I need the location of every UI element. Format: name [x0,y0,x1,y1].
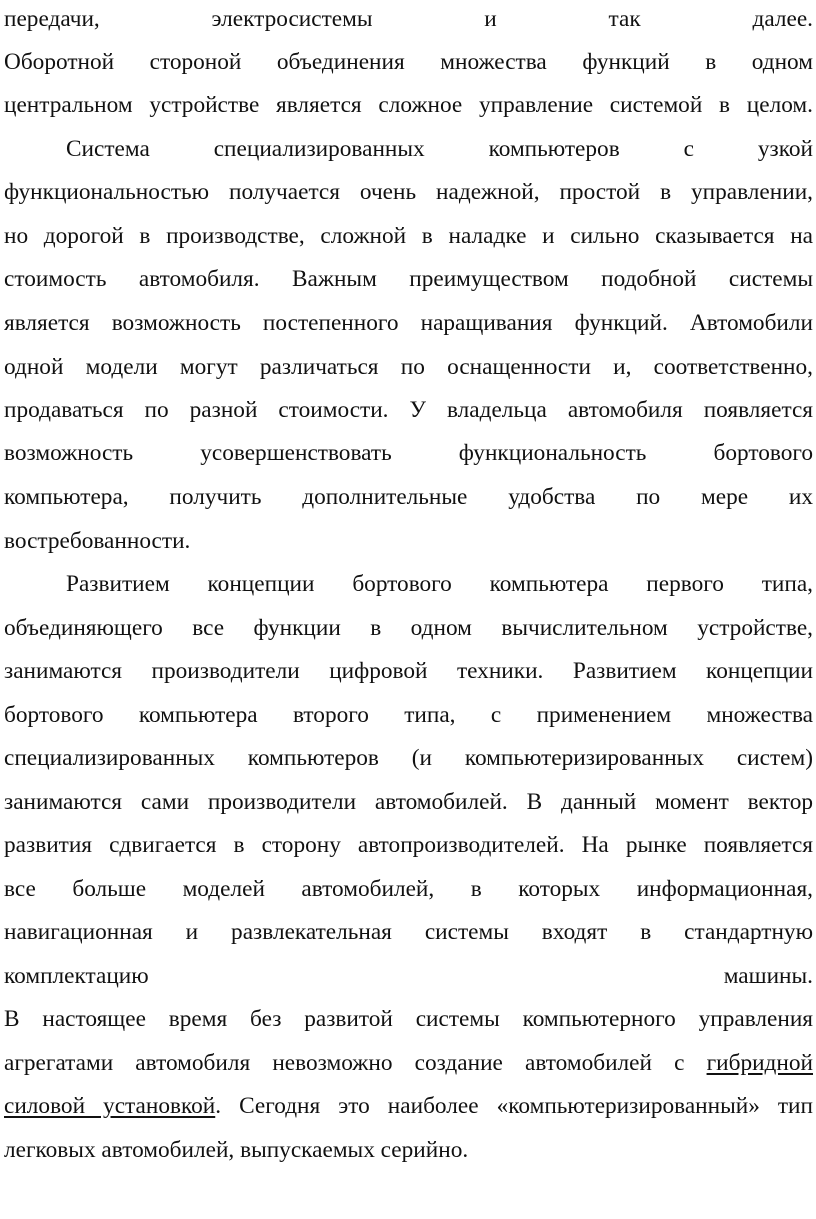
text-line-8: является возможность постепенного наращивания функций. Автомобили [4,310,813,336]
text-line-22: навигационная и развлекательная системы входят в стандартную [4,919,813,945]
text-line-17: бортового компьютера второго типа, с применением множества [4,702,813,728]
text-line-16: занимаются производители цифровой техники. Развитием концепции [4,658,813,684]
text-line-24: В настоящее время без развитой системы компьютерного управления [4,1006,813,1032]
text-line-14: Развитием концепции бортового компьютера первого типа, [66,571,813,597]
text-line-21: все больше моделей автомобилей, в которых информационная, [4,876,813,902]
text-line-25 [4,1048,813,1078]
text-line-12: компьютера, получить дополнительные удобства по мере их [4,484,813,510]
text-line-25-before: агрегатами автомобиля невозможно создание автомобилей с [4,1050,707,1076]
text-line-27: легковых автомобилей, выпускаемых серийно. [4,1137,469,1163]
text-line-6: но дорогой в производстве, сложной в наладке и сильно сказывается на [4,223,813,249]
hybrid-powertrain-link-part1[interactable]: гибридной [706,1050,813,1076]
text-line-1: передачи, электросистемы и так далее. [4,6,813,32]
text-line-18: специализированных компьютеров (и компьютеризированных систем) [4,745,813,771]
text-line-20: развития сдвигается в сторону автопроизводителей. На рынке появляется [4,832,813,858]
text-line-3: центральном устройстве является сложное управление системой в целом. [4,92,813,118]
text-line-5: функциональностью получается очень надежной, простой в управлении, [4,179,813,205]
text-line-11: возможность усовершенствовать функциональность бортового [4,440,813,466]
text-line-10: продаваться по разной стоимости. У владельца автомобиля появляется [4,397,813,423]
text-line-2: Оборотной стороной объединения множества функций в одном [4,49,813,75]
text-line-4: Система специализированных компьютеров с узкой [66,136,813,162]
text-line-26-after: . Сегодня это наиболее «компьютеризированный» тип [215,1093,813,1119]
text-line-26 [4,1091,813,1121]
text-line-15: объединяющего все функции в одном вычислительном устройстве, [4,615,813,641]
text-line-13: востребованности. [4,528,191,554]
hybrid-powertrain-link-part2[interactable]: силовой установкой [4,1093,216,1119]
text-line-23: комплектацию машины. [4,963,813,989]
text-line-9: одной модели могут различаться по оснащенности и, соответственно, [4,354,813,380]
text-line-19: занимаются сами производители автомобилей. В данный момент вектор [4,789,813,815]
text-line-7: стоимость автомобиля. Важным преимуществом подобной системы [4,266,813,292]
